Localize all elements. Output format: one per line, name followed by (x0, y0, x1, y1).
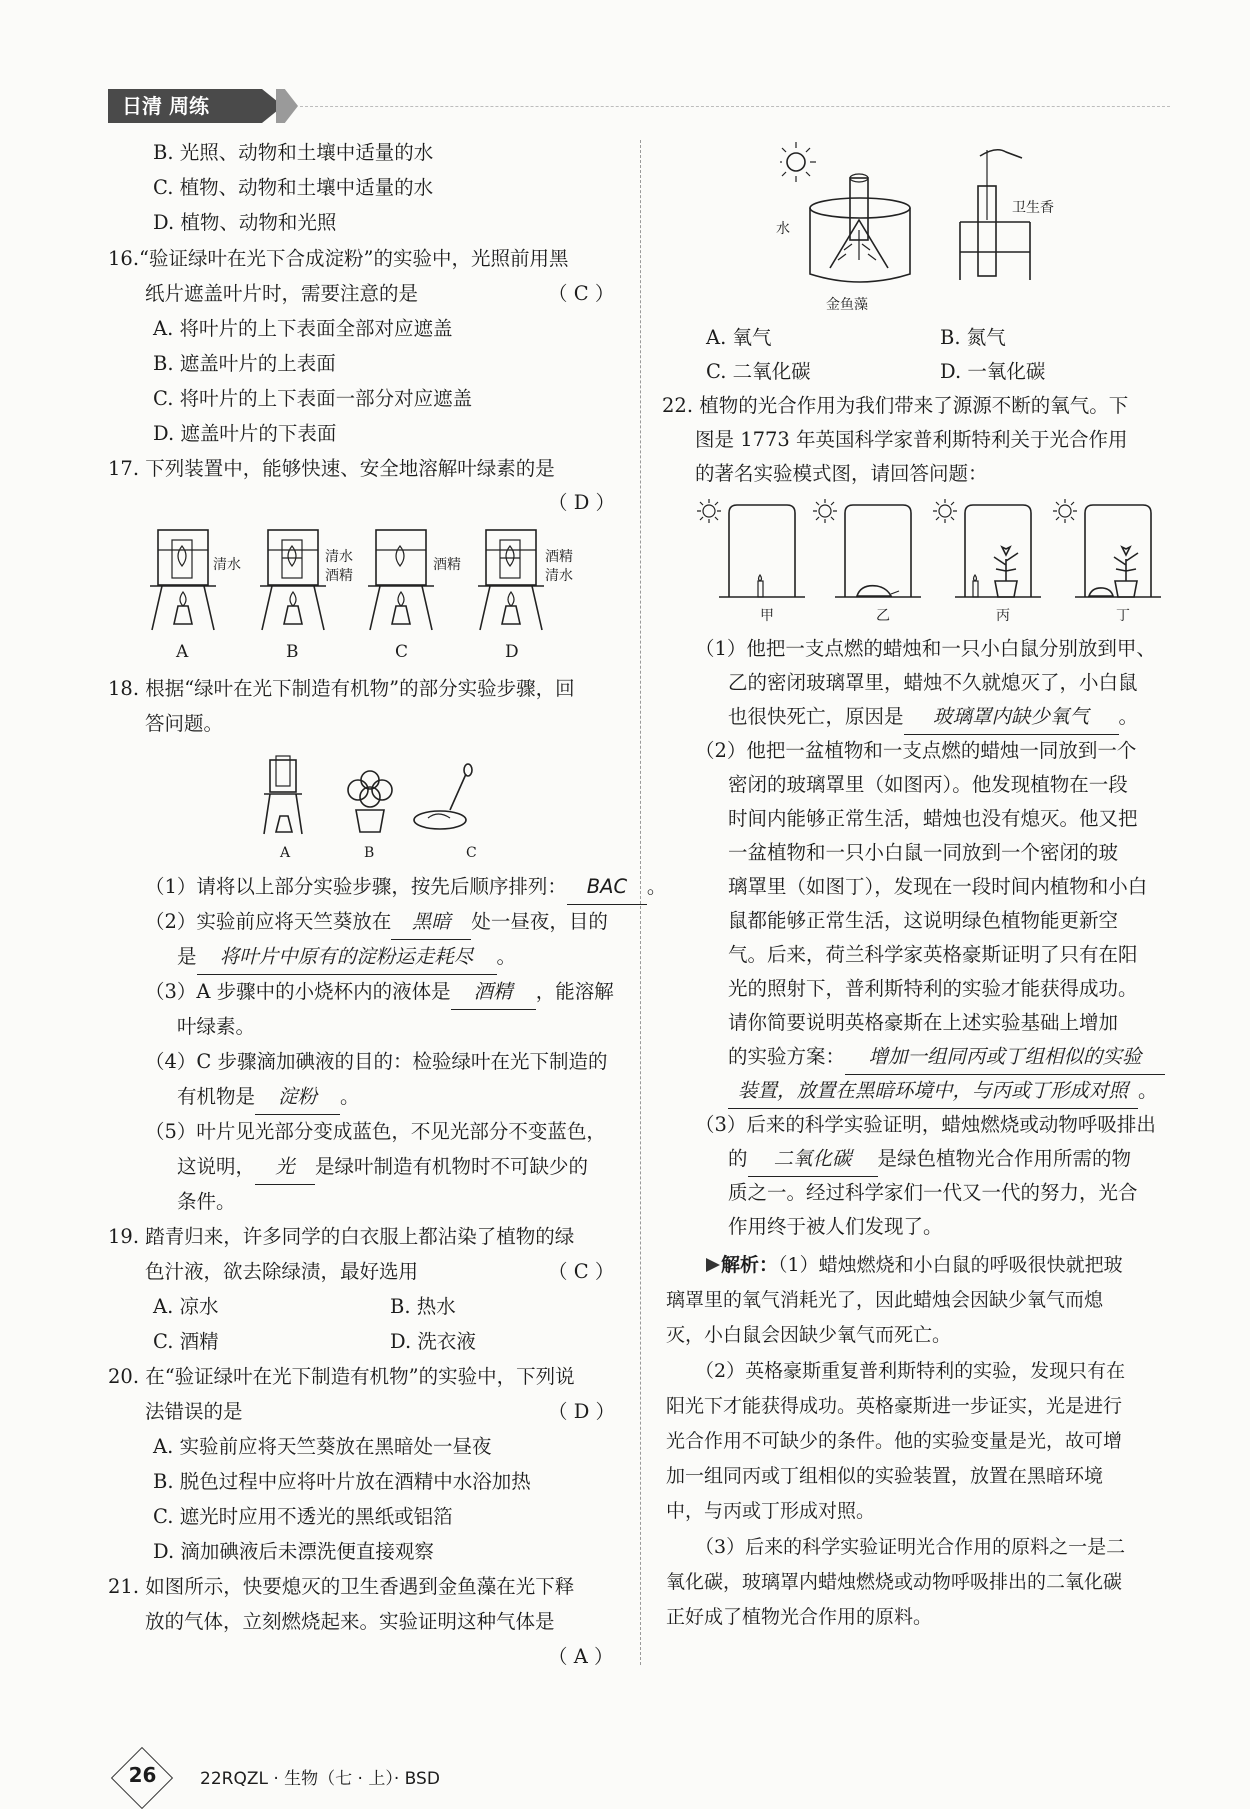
q17-label-b: B (286, 642, 299, 662)
step-c-dish (414, 764, 472, 829)
q22-label-4: 丁 (1116, 608, 1130, 624)
analysis-line-8: 中，与丙或丁形成对照。 (666, 1500, 876, 1522)
q22-part2-line4: 一盆植物和一只小白鼠一同放到一个密闭的玻 (728, 841, 1119, 864)
q22-part1-line3 (728, 700, 1138, 735)
q19-stem-2: 色汁液，欲去除绿渍，最好选用 (145, 1260, 419, 1283)
q21-option-b: B. 氮气 (940, 326, 1006, 349)
footer-code: 22RQZL · 生物（七 · 上）· BSD (200, 1769, 440, 1789)
q18-part2-end: 。 (496, 945, 517, 968)
q21-stem-1: 21. 如图所示，快要熄灭的卫生香遇到金鱼藻在光下释 (108, 1575, 575, 1598)
q16-stem-1: 16.“验证绿叶在光下合成淀粉”的实验中，光照前用黑 (108, 247, 569, 270)
step-b-potted-plant (348, 771, 392, 832)
q22-part2-line7: 气。后来，荷兰科学家英格豪斯证明了只有在阳 (728, 943, 1138, 966)
jar-2 (813, 499, 921, 597)
q22-part1-text: 也很快死亡，原因是 (728, 705, 904, 728)
q18-answer-order: BAC (567, 870, 647, 905)
q22-answer-plan-1: 增加一组同丙或丁组相似的实验 (845, 1040, 1165, 1075)
q22-figure (695, 495, 1175, 605)
analysis-line-7: 加一组同丙或丁组相似的实验装置，放置在黑暗环境 (666, 1465, 1104, 1487)
q22-label-1: 甲 (760, 608, 774, 624)
analysis-line-5: 阳光下才能获得成功。英格豪斯进一步证实，光是进行 (666, 1395, 1123, 1417)
q21-option-c: C. 二氧化碳 (706, 360, 811, 383)
q17-label-a: A (176, 642, 189, 662)
q17-answer: （ D ） (548, 491, 616, 514)
analysis-line-1 (721, 1248, 1123, 1283)
q18-part5-text: 这说明， (177, 1155, 256, 1178)
q16-option-b: B. 遮盖叶片的上表面 (153, 352, 336, 375)
q22-part3-text-b: 是绿色植物光合作用所需的物 (877, 1147, 1132, 1170)
q16-answer: （ C ） (548, 282, 615, 305)
jar-1 (697, 499, 805, 597)
q22-answer-co2: 二氧化碳 (748, 1142, 878, 1177)
q17-stem: 17. 下列装置中，能够快速、安全地溶解叶绿素的是 (108, 457, 555, 480)
page-number: 26 (128, 1763, 157, 1787)
q16-stem-2: 纸片遮盖叶片时，需要注意的是 (145, 282, 419, 305)
q20-option-c: C. 遮光时应用不透光的黑纸或铝箔 (153, 1505, 453, 1528)
q21-label-incense: 卫生香 (1012, 200, 1054, 216)
setup-a (150, 530, 216, 630)
q17-liquid-d1: 酒精 (545, 549, 573, 565)
q18-part3-line2: 叶绿素。 (177, 1015, 256, 1038)
q18-part3-text: （3）A 步骤中的小烧杯内的液体是 (145, 980, 451, 1003)
analysis-line-6: 光合作用不可缺少的条件。他的实验变量是光，故可增 (666, 1430, 1123, 1452)
q22-part1-line2: 乙的密闭玻璃罩里，蜡烛不久就熄灭了，小白鼠 (728, 671, 1138, 694)
header-rule (300, 106, 1170, 107)
analysis-line-4: （2）英格豪斯重复普利斯特利的实验，发现只有在 (695, 1360, 1126, 1382)
q22-part2-line8: 光的照射下，普利斯特利的实验才能获得成功。 (728, 977, 1138, 1000)
q21-figure (780, 140, 1060, 310)
q16-option-a: A. 将叶片的上下表面全部对应遮盖 (153, 317, 453, 340)
q18-stem-2: 答问题。 (145, 712, 224, 735)
q17-liquid-b2: 酒精 (325, 568, 353, 584)
q18-part2-text-c: 是 (177, 945, 197, 968)
q17-label-c: C (395, 642, 409, 662)
q17-liquid-c: 酒精 (433, 557, 461, 573)
q18-part2-line2 (177, 940, 516, 975)
jar-3 (933, 499, 1041, 597)
q18-label-a: A (280, 845, 291, 861)
q22-part3-line4: 作用终于被人们发现了。 (728, 1215, 943, 1238)
q22-part2-line3: 时间内能够正常生活，蜡烛也没有熄灭。他又把 (728, 807, 1138, 830)
q17-liquid-d2: 清水 (545, 568, 573, 584)
q22-part3-line2 (728, 1142, 1131, 1177)
q22-part1-end: 。 (1118, 705, 1139, 728)
q20-option-a: A. 实验前应将天竺葵放在黑暗处一昼夜 (153, 1435, 492, 1458)
setup-b (260, 530, 326, 630)
header-tag-text: 日清 周练 (122, 94, 209, 118)
q22-part2-line5: 璃罩里（如图丁），发现在一段时间内植物和小白 (728, 875, 1148, 898)
q18-figure (260, 752, 500, 842)
q18-answer-alcohol: 酒精 (451, 975, 536, 1010)
q22-part2-end: 。 (1138, 1079, 1158, 1102)
q22-part2-text: 的实验方案： (728, 1045, 846, 1068)
q18-part2-text-b: 处一昼夜，目的 (471, 910, 608, 933)
q16-option-c: C. 将叶片的上下表面一部分对应遮盖 (153, 387, 473, 410)
q17-liquid-a: 清水 (213, 557, 241, 573)
q18-part5-line1: （5）叶片见光部分变成蓝色，不见光部分不变蓝色， (145, 1120, 606, 1143)
q22-part2-line6: 鼠都能够正常生活，这说明绿色植物能更新空 (728, 909, 1119, 932)
q19-option-c: C. 酒精 (153, 1330, 219, 1353)
q18-part2-text: （2）实验前应将天竺葵放在 (145, 910, 392, 933)
q21-answer: （ A ） (548, 1645, 614, 1668)
q20-option-d: D. 滴加碘液后未漂洗便直接观察 (153, 1540, 434, 1563)
q21-stem-2: 放的气体，立刻燃烧起来。实验证明这种气体是 (145, 1610, 555, 1633)
q22-part1-line1: （1）他把一支点燃的蜡烛和一只小白鼠分别放到甲、 (695, 637, 1156, 660)
q19-answer: （ C ） (548, 1260, 615, 1283)
q18-part1 (145, 870, 666, 905)
q16-option-d: D. 遮盖叶片的下表面 (153, 422, 337, 445)
q20-stem-1: 20. 在“验证绿叶在光下制造有机物”的实验中，下列说 (108, 1365, 575, 1388)
q21-label-pondweed: 金鱼藻 (826, 297, 868, 313)
q17-liquid-b1: 清水 (325, 549, 353, 565)
analysis-line-3: 灭，小白鼠会因缺少氧气而死亡。 (666, 1324, 952, 1346)
q18-label-b: B (364, 845, 375, 861)
analysis-label: 解析： (721, 1254, 779, 1276)
q22-part3-text: 的 (728, 1147, 748, 1170)
header-arrow (276, 89, 298, 123)
q18-part5-line2 (177, 1150, 588, 1185)
q18-part4-end: 。 (340, 1085, 360, 1108)
q18-part3-line1 (145, 975, 614, 1010)
q22-label-3: 丙 (996, 608, 1010, 624)
q18-part1-text: （1）请将以上部分实验步骤，按先后顺序排列： (145, 875, 567, 898)
q22-label-2: 乙 (876, 608, 890, 624)
sun-icon (780, 142, 816, 182)
q18-answer-starch: 淀粉 (255, 1080, 340, 1115)
q19-stem-1: 19. 踏青归来，许多同学的白衣服上都沾染了植物的绿 (108, 1225, 575, 1248)
q18-stem-1: 18. 根据“绿叶在光下制造有机物”的部分实验步骤，回 (108, 677, 575, 700)
q15-option-d: D. 植物、动物和光照 (153, 211, 337, 234)
q21-option-a: A. 氧气 (706, 326, 772, 349)
q20-option-b: B. 脱色过程中应将叶片放在酒精中水浴加热 (153, 1470, 531, 1493)
q22-part3-line1: （3）后来的科学实验证明，蜡烛燃烧或动物呼吸排出 (695, 1113, 1156, 1136)
q18-part3-text-b: ，能溶解 (535, 980, 614, 1003)
q22-part2-line2: 密闭的玻璃罩里（如图丙）。他发现植物在一段 (728, 773, 1128, 796)
setup-d (478, 530, 544, 630)
q22-part2-line9: 请你简要说明英格豪斯在上述实验基础上增加 (728, 1011, 1119, 1034)
q22-part2-line10 (728, 1040, 1165, 1075)
q19-option-d: D. 洗衣液 (390, 1330, 476, 1353)
q22-stem-1: 22. 植物的光合作用为我们带来了源源不断的氧气。下 (662, 394, 1129, 417)
q22-part3-line3: 质之一。经过科学家们一代又一代的努力，光合 (728, 1181, 1138, 1204)
q18-answer-purpose: 将叶片中原有的淀粉运走耗尽 (197, 940, 497, 975)
q22-answer-reason: 玻璃罩内缺少氧气 (904, 700, 1119, 735)
q18-answer-dark: 黑暗 (391, 905, 471, 940)
q19-option-a: A. 凉水 (153, 1295, 219, 1318)
q15-option-c: C. 植物、动物和土壤中适量的水 (153, 176, 434, 199)
q18-answer-light: 光 (255, 1150, 315, 1185)
q19-option-b: B. 热水 (390, 1295, 456, 1318)
analysis-line-11: 正好成了植物光合作用的原料。 (666, 1606, 933, 1628)
analysis-line-9: （3）后来的科学实验证明光合作用的原料之一是二 (695, 1536, 1126, 1558)
q18-part4-line2 (177, 1080, 360, 1115)
analysis-line-2: 璃罩里的氧气消耗光了，因此蜡烛会因缺少氧气而熄 (666, 1289, 1104, 1311)
q22-stem-3: 的著名实验模式图，请回答问题： (695, 462, 988, 485)
analysis-a1: （1）蜡烛燃烧和小白鼠的呼吸很快就把玻 (778, 1254, 1123, 1276)
analysis-line-10: 氧化碳，玻璃罩内蜡烛燃烧或动物呼吸排出的二氧化碳 (666, 1571, 1123, 1593)
q22-stem-2: 图是 1773 年英国科学家普利斯特利关于光合作用 (695, 428, 1128, 451)
setup-c (368, 530, 434, 630)
step-a-apparatus (264, 756, 302, 834)
q20-answer: （ D ） (548, 1400, 616, 1423)
q22-part2-line1: （2）他把一盆植物和一支点燃的蜡烛一同放到一个 (695, 739, 1137, 762)
q18-part2-line1 (145, 905, 608, 940)
beaker-with-pondweed (810, 174, 910, 282)
q17-figure (140, 520, 590, 635)
q18-part4-line1: （4）C 步骤滴加碘液的目的：检验绿叶在光下制造的 (145, 1050, 608, 1073)
q15-option-b: B. 光照、动物和土壤中适量的水 (153, 141, 434, 164)
q18-part5-text-b: 是绿叶制造有机物时不可缺少的 (315, 1155, 589, 1178)
jar-4 (1053, 499, 1161, 597)
q21-label-water: 水 (776, 221, 790, 237)
q22-answer-plan-2: 装置，放置在黑暗环境中，与丙或丁形成对照 (728, 1074, 1138, 1109)
q18-part1-end: 。 (646, 875, 667, 898)
q22-part2-line11 (728, 1074, 1158, 1109)
q18-part4-text: 有机物是 (177, 1085, 256, 1108)
q17-label-d: D (505, 642, 519, 662)
q18-label-c: C (466, 845, 477, 861)
q18-part5-line3: 条件。 (177, 1190, 236, 1213)
q21-option-d: D. 一氧化碳 (940, 360, 1046, 383)
analysis-arrow-icon (706, 1258, 720, 1272)
q20-stem-2: 法错误的是 (145, 1400, 243, 1423)
